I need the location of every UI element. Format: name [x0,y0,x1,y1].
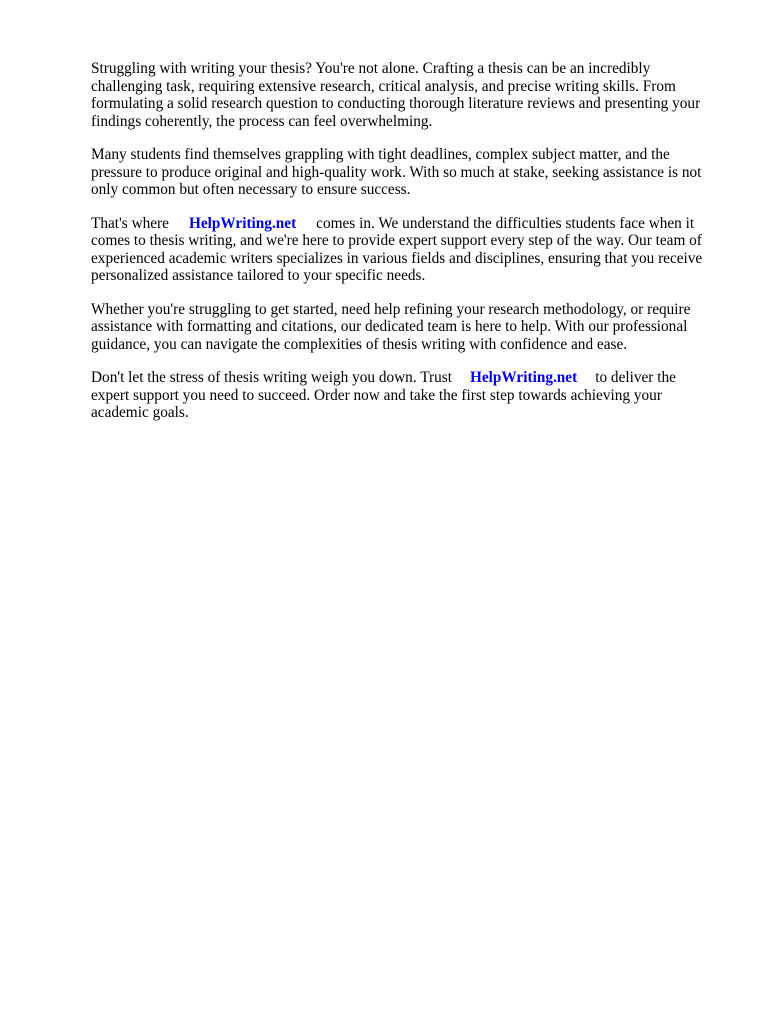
paragraph-whether: Whether you're struggling to get started, need help refining your research methodology, or require assistance with formatting and citations, our dedicated team is here to help. With our professional guidance, you can navigate the complexities of thesis writing with confidence and ease. [91,300,691,353]
paragraph-helpwriting-rest: comes in. We understand the difficulties students face when it comes to thesis writing, and we're here to provide expert support every step of the way. Our team of experienced academic writers specializes in various fields and disciplines, ensuring that you receive personalized assistance tailored to your specific needs. [91,214,703,284]
paragraph-closing-lead: Don't let the stress of thesis writing weigh you down. Trust [91,369,452,386]
helpwriting-link[interactable]: HelpWriting.net [188,214,297,232]
paragraph-students: Many students find themselves grappling with tight deadlines, complex subject matter, and the pressure to produce original and high-quality work. With so much at stake, seeking assistance is not only common but often necessary to ensure success. [91,146,702,198]
paragraph-helpwriting [91,215,713,285]
paragraph-closing-rest: to deliver the expert support you need to succeed. Order now and take the first step towards achieving your academic goals. [91,369,676,421]
paragraph-helpwriting-lead: That's where [91,214,169,232]
document-body [91,60,713,438]
paragraph-closing [91,369,713,422]
helpwriting-link-closing[interactable]: HelpWriting.net [469,369,578,386]
paragraph-intro: Struggling with writing your thesis? You're not alone. Crafting a thesis can be an incredibly challenging task, requiring extensive research, critical analysis, and precise writing skills. From formulating a solid research question to conducting thorough literature reviews and presenting your findings coherently, the process can feel overwhelming. [91,60,701,130]
